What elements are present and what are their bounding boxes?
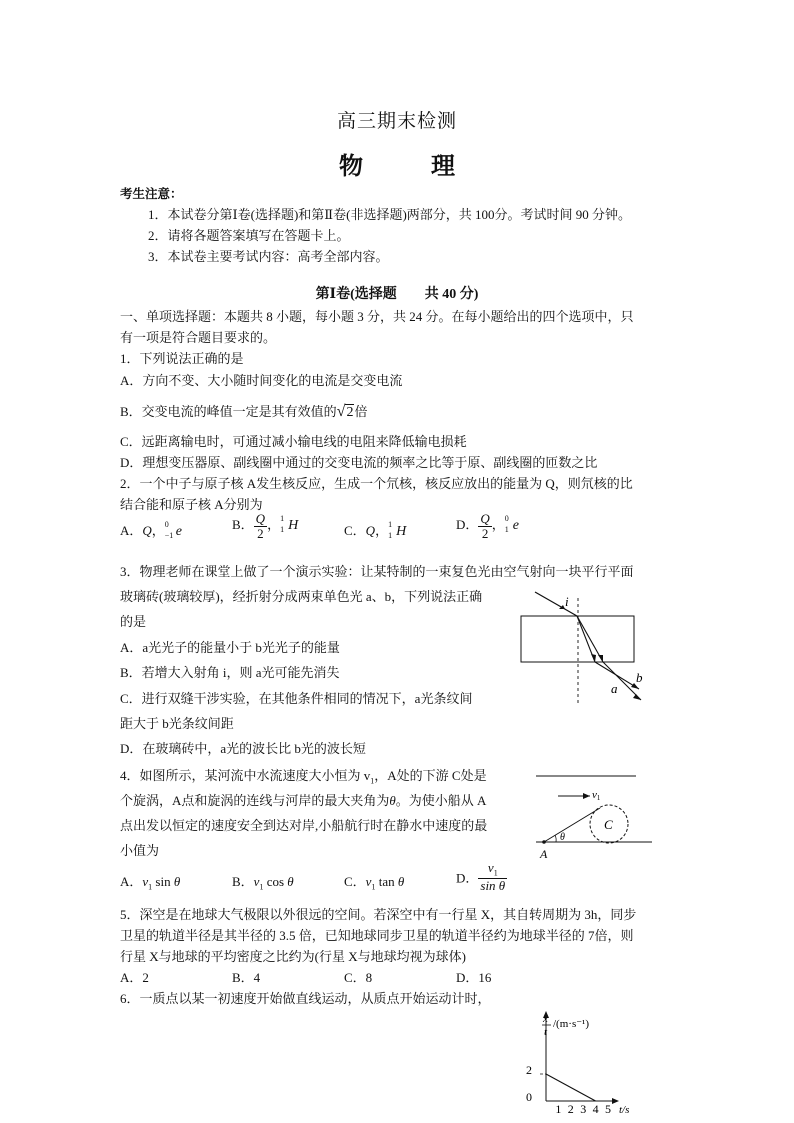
label-v: v1: [592, 789, 601, 802]
q2-option-d: D． $\frac{Q}{2}$ ， 0 1 e: [456, 512, 527, 540]
q2-option-b: B． $\frac{Q}{2}$ ， 1 1 H: [232, 512, 302, 540]
q1-option-c: C．远距离输电时，可通过减小输电线的电阻来降低输电损耗: [120, 434, 467, 449]
q3-stem-line-3: 的是: [120, 614, 147, 629]
nuclide-symbol: 1 1 H: [388, 520, 407, 541]
q5-option-b: B．4: [232, 970, 261, 985]
fraction: $\frac{Q}{2}$: [480, 511, 490, 541]
notice-item-1: 1．本试卷分第Ⅰ卷(选择题)和第Ⅱ卷(非选择题)两部分，共 100分。考试时间 90 分钟。: [148, 207, 632, 222]
q1-option-d: D．理想变压器原、副线圈中通过的交变电流的频率之比等于原、副线圈的匝数之比: [120, 455, 598, 470]
notice-heading: 考生注意：: [120, 187, 183, 201]
fraction: $\frac{Q}{2}$: [255, 511, 266, 541]
q5-option-c: C．8: [344, 970, 373, 985]
q4-option-b: B．$v_1$ cos θ: [232, 874, 294, 892]
fraction: $\frac{v_1}{\text{sin θ}}$: [480, 860, 506, 893]
q5-stem-line-2: 卫星的轨道半径是其半径的 3.5 倍，已知地球同步卫星的轨道半径约为地球半径的 7倍，则: [120, 928, 634, 943]
q3-option-d: D．在玻璃砖中，a光的波长比 b光的波长短: [120, 741, 366, 756]
q2-option-a: A．Q， 0 −1 e: [120, 520, 187, 542]
section-title: 第Ⅰ卷(选择题 共 40 分): [315, 287, 479, 302]
q4-option-a: A．$v_1$ sin θ: [120, 874, 181, 892]
tangent-line: [544, 808, 600, 842]
exam-title: 高三期末检测: [336, 111, 457, 132]
arrow-a-exit: [633, 694, 641, 700]
label-a: a: [611, 681, 618, 696]
label-i: i: [565, 594, 569, 609]
q4-stem-line-1: 4．如图所示，某河流中水流速度大小恒为 $v_1$，A处的下游 C处是: [120, 768, 487, 786]
x-tick-label-5: 5: [605, 1102, 611, 1116]
q4-option-c: C．$v_1$ tan θ: [344, 874, 405, 892]
q5-option-a: A．2: [120, 970, 149, 985]
xlabel: t/s: [619, 1104, 630, 1116]
q3-stem-line-1: 3．物理老师在课堂上做了一个演示实验：让某特制的一束复色光由空气射向一块平行平面: [120, 564, 634, 579]
q5-stem-line-3: 行星 X与地球的平均密度之比约为(行星 X与地球均视为球体): [120, 949, 466, 964]
ylabel-denominator: t: [544, 1026, 548, 1038]
point-a: [542, 840, 546, 844]
q1-option-a: A．方向不变、大小随时间变化的电流是交变电流: [120, 373, 403, 388]
nuclide-symbol: 0 −1 e: [164, 520, 183, 541]
ylabel-unit: /(m·s⁻¹): [553, 1018, 589, 1030]
x-tick-labels: [555, 1102, 611, 1116]
q5-stem-line-1: 5．深空是在地球大气极限以外很远的空间。若深空中有一行星 X，其自转周期为 3h，同步: [120, 907, 637, 922]
q6-xt-graph: [515, 1005, 650, 1120]
notice-item-3: 3．本试卷主要考试内容：高考全部内容。: [148, 249, 389, 264]
q2-stem-line-2: 结合能和原子核 A分别为: [120, 497, 263, 512]
current-arrow: [583, 793, 590, 799]
x-tick-label-2: 2: [567, 1102, 574, 1116]
q1-option-b: B．交变电流的峰值一定是其有效值的√2倍: [120, 403, 368, 420]
q4-option-d: D． $\frac{v_1}{\text{sin θ}}$: [456, 860, 506, 893]
incident-ray: [535, 592, 577, 616]
q3-option-a: A．a光光子的能量小于 b光光子的能量: [120, 640, 340, 655]
label-theta: θ: [560, 832, 565, 843]
subject-title: 物 理: [339, 154, 477, 180]
q3-refraction-figure: [515, 588, 665, 708]
x-tick-label-4: 4: [592, 1102, 599, 1116]
label-a: A: [540, 847, 548, 861]
q5-option-d: D．16: [456, 970, 492, 985]
q1-stem: 1．下列说法正确的是: [120, 351, 244, 366]
q6-stem-line-1: 6．一质点以某一初速度开始做直线运动，从质点开始运动计时，: [120, 991, 491, 1006]
q3-option-b: B．若增大入射角 i，则 a光可能先消失: [120, 665, 340, 680]
x-tick-label-3: 3: [580, 1102, 587, 1116]
label-b: b: [636, 670, 643, 685]
y-tick-label-2: 2: [526, 1063, 532, 1077]
q4-stem-line-4: 小值为: [120, 843, 160, 858]
q4-stem-line-3: 点出发以恒定的速度安全到达对岸,小船航行时在静水中速度的最: [120, 818, 488, 833]
section-intro-line-1: 一、单项选择题：本题共 8 小题，每小题 3 分，共 24 分。在每小题给出的四个选项中，只: [120, 309, 634, 324]
q2-stem-line-1: 2．一个中子与原子核 A发生核反应，生成一个氘核，核反应放出的能量为 Q，则氘核的比: [120, 476, 633, 491]
nuclide-symbol: 0 1 e: [504, 514, 520, 535]
sqrt-symbol: √: [336, 403, 346, 420]
notice-item-2: 2．请将各题答案填写在答题卡上。: [148, 228, 350, 243]
sqrt-radicand: 2: [346, 405, 354, 420]
ylabel-numerator: x: [543, 1013, 548, 1025]
label-c: C: [604, 817, 613, 832]
x-tick-label-1: 1: [555, 1102, 562, 1116]
q4-river-figure: [530, 766, 660, 864]
series-line: [546, 1074, 596, 1101]
section-intro-line-2: 有一项是符合题目要求的。: [120, 330, 277, 345]
q4-stem-line-2: 个旋涡，A点和旋涡的连线与河岸的最大夹角为θ。为使小船从 A: [120, 793, 487, 808]
q3-option-c-line-1: C．进行双缝干涉实验，在其他条件相同的情况下，a光条纹间: [120, 691, 473, 706]
q2-option-c: C．Q， 1 1 H: [344, 520, 410, 542]
x-axis-arrow: [612, 1098, 619, 1104]
q3-option-c-line-2: 距大于 b光条纹间距: [120, 716, 234, 731]
glass-slab: [521, 616, 634, 662]
q3-stem-line-2: 玻璃砖(玻璃较厚)，经折射分成两束单色光 a、b，下列说法正确: [120, 589, 483, 604]
origin-label: 0: [526, 1090, 532, 1104]
angle-arc: [555, 835, 556, 842]
arrow-b-inside: [591, 654, 596, 662]
nuclide-symbol: 1 1 H: [280, 514, 299, 535]
